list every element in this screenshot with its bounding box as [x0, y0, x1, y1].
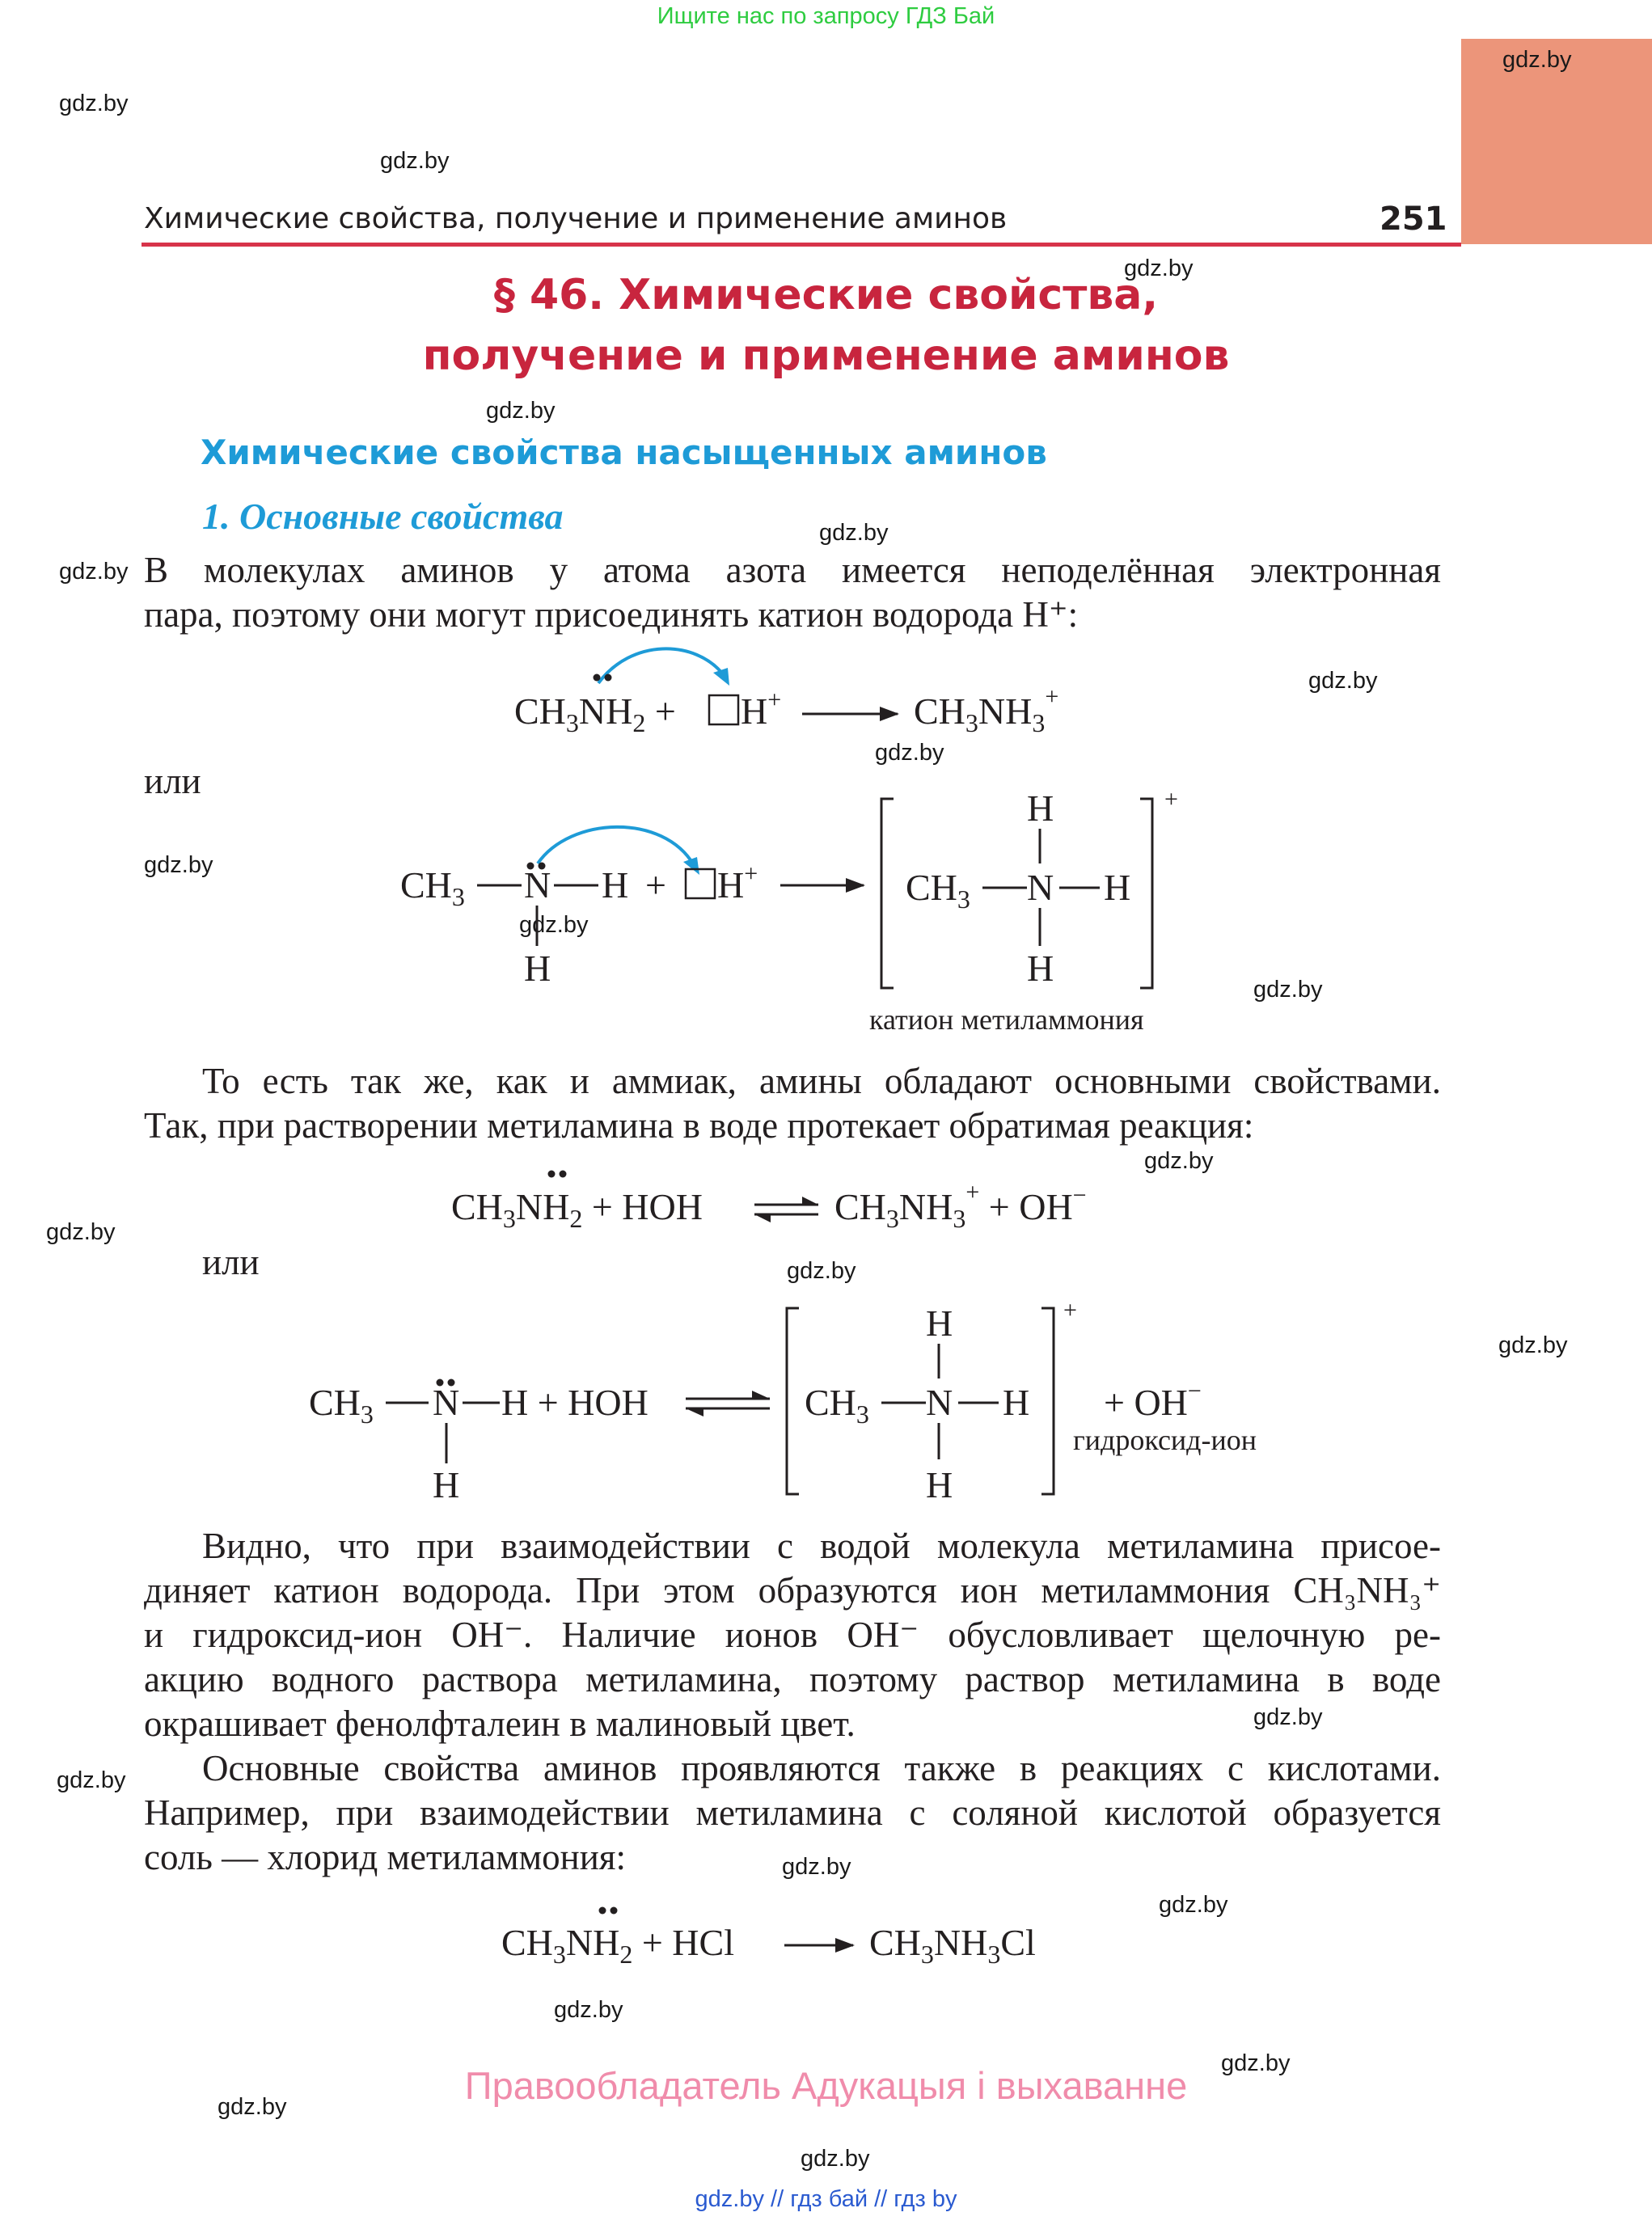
arrow-head	[713, 668, 729, 686]
svg-text:+ OH−: + OH−	[1104, 1378, 1202, 1423]
svg-text:N: N	[433, 1382, 460, 1423]
svg-text:H: H	[1104, 867, 1131, 908]
ili-1: или	[144, 761, 201, 801]
svg-text:N: N	[926, 1382, 953, 1423]
rights-holder: Правообладатель Адукацыя і выхаванне	[464, 2064, 1188, 2107]
svg-text:H: H	[1027, 787, 1054, 829]
equation-with-hcl	[493, 1884, 1108, 1973]
svg-text:H+: H+	[717, 860, 758, 906]
para3-line3: и гидроксид-ион OH⁻. Наличие ионов OH⁻ обусловливает щелочную ре-	[144, 1615, 1441, 1655]
watermark: gdz.by	[380, 148, 450, 174]
svg-text:CH3: $CH_3$	[400, 864, 465, 911]
label-methylammonium: катион метиламмония	[869, 1003, 1144, 1036]
svg-text:CH3NH2 +: $CH_3NH_2$ +	[514, 690, 676, 737]
paragraph-title-line2: получение и применение аминов	[422, 331, 1230, 380]
svg-text:H: H	[926, 1464, 953, 1504]
para3-line1: Видно, что при взаимодействии с водой молекула метиламина присое-	[202, 1526, 1441, 1566]
watermark: gdz.by	[1124, 255, 1194, 281]
vacant-orbital-box	[709, 695, 738, 724]
watermark: gdz.by	[819, 520, 889, 546]
watermark: gdz.by	[1308, 668, 1378, 694]
svg-text:+: +	[645, 864, 666, 906]
para4-line3: соль — хлорид метиламмония:	[144, 1837, 626, 1877]
watermark: gdz.by	[57, 1767, 126, 1793]
watermark: gdz.by	[144, 852, 213, 878]
header-rule	[142, 243, 1461, 247]
watermark: gdz.by	[782, 1854, 851, 1880]
watermark: gdz.by	[1253, 1704, 1323, 1730]
para1-line1: В молекулах аминов у атома азота имеется неподелённая электронная	[144, 550, 1441, 590]
label-hydroxide: гидроксид-ион	[1073, 1424, 1257, 1456]
svg-text:CH3NH2 + HCl: $CH_3NH_2$ + HCl	[501, 1922, 734, 1969]
watermark: gdz.by	[801, 2146, 870, 2172]
svg-text:+: +	[1164, 786, 1178, 813]
svg-text:H: H	[433, 1464, 460, 1504]
svg-text:H+: H+	[741, 686, 782, 732]
equation-hydrolysis-2	[299, 1294, 1310, 1504]
subsection-heading: 1. Основные свойства	[202, 496, 564, 537]
para4-line2: Например, при взаимодействии метиламина с соляной кислотой образуется	[144, 1792, 1441, 1833]
watermark: gdz.by	[59, 91, 129, 116]
svg-text:H: H	[602, 864, 629, 906]
svg-text:H + HOH: H + HOH	[501, 1382, 649, 1423]
paragraph-title-line1: § 46. Химические свойства,	[493, 271, 1159, 319]
para3-line4: акцию водного раствора метиламина, поэтому раствор метиламина в воде	[144, 1659, 1441, 1699]
ili-2: или	[202, 1242, 260, 1282]
para3-line5: окрашивает фенолфталеин в малиновый цвет.	[144, 1704, 856, 1744]
equation-protonation-1	[501, 639, 1116, 760]
watermark: gdz.by	[1253, 977, 1323, 1003]
watermark: gdz.by	[519, 912, 589, 938]
watermark: gdz.by	[59, 559, 129, 585]
svg-text:CH3NH3+: $CH_3NH_3^+$	[914, 683, 1059, 737]
watermark: gdz.by	[1498, 1332, 1568, 1358]
svg-text:CH3NH2 + HOH: $CH_3NH_2$ + HOH	[451, 1186, 703, 1233]
watermark: gdz.by	[1502, 47, 1572, 73]
watermark: gdz.by	[218, 2094, 287, 2120]
svg-text:CH3: $CH_3$	[906, 867, 970, 914]
svg-text:H: H	[926, 1302, 953, 1344]
para4-line1: Основные свойства аминов проявляются также в реакциях с кислотами.	[202, 1748, 1441, 1788]
watermark: gdz.by	[486, 398, 556, 424]
electron-pair-arrow	[598, 648, 724, 683]
svg-text:H: H	[1003, 1382, 1030, 1423]
equation-hydrolysis-1	[437, 1148, 1164, 1245]
para1-line2: пара, поэтому они могут присоединять катион водорода H⁺:	[144, 594, 1079, 635]
watermark: gdz.by	[1221, 2050, 1291, 2076]
svg-text:CH3: $CH_3$	[805, 1382, 869, 1429]
watermark: gdz.by	[1159, 1892, 1228, 1918]
electron-pair-arrow	[538, 827, 694, 865]
section-heading: Химические свойства насыщенных аминов	[201, 433, 1047, 472]
svg-text:+: +	[1063, 1297, 1077, 1324]
running-head: Химические свойства, получение и применение аминов	[144, 202, 1008, 235]
para2-line2: Так, при растворении метиламина в воде протекает обратимая реакция:	[144, 1105, 1254, 1146]
top-banner[interactable]: Ищите нас по запросу ГДЗ Бай	[657, 3, 995, 29]
svg-text:N: N	[524, 864, 551, 906]
para2-line1: То есть так же, как и аммиак, амины обладают основными свойствами.	[202, 1061, 1441, 1101]
watermark: gdz.by	[1144, 1148, 1214, 1174]
svg-text:H: H	[524, 948, 551, 989]
footer-links[interactable]: gdz.by // гдз бай // гдз by	[695, 2186, 957, 2212]
page-number: 251	[1379, 201, 1447, 238]
watermark: gdz.by	[787, 1258, 856, 1284]
svg-text:CH3NH3+ + OH−: $CH_3NH_3^+ + OH^-$	[834, 1179, 1087, 1233]
watermark: gdz.by	[554, 1997, 623, 2023]
para3-line2: диняет катион водорода. При этом образуются ион метиламмония CH₃NH₃⁺	[144, 1570, 1441, 1611]
watermark: gdz.by	[875, 740, 944, 766]
watermark: gdz.by	[46, 1219, 116, 1245]
svg-text:H: H	[1027, 948, 1054, 989]
svg-text:CH3NH3Cl: $CH_3NH_3Cl$	[869, 1922, 1036, 1969]
equation-protonation-2	[388, 784, 1278, 1003]
svg-text:CH3: $CH_3$	[309, 1382, 374, 1429]
svg-text:N: N	[1027, 867, 1054, 908]
